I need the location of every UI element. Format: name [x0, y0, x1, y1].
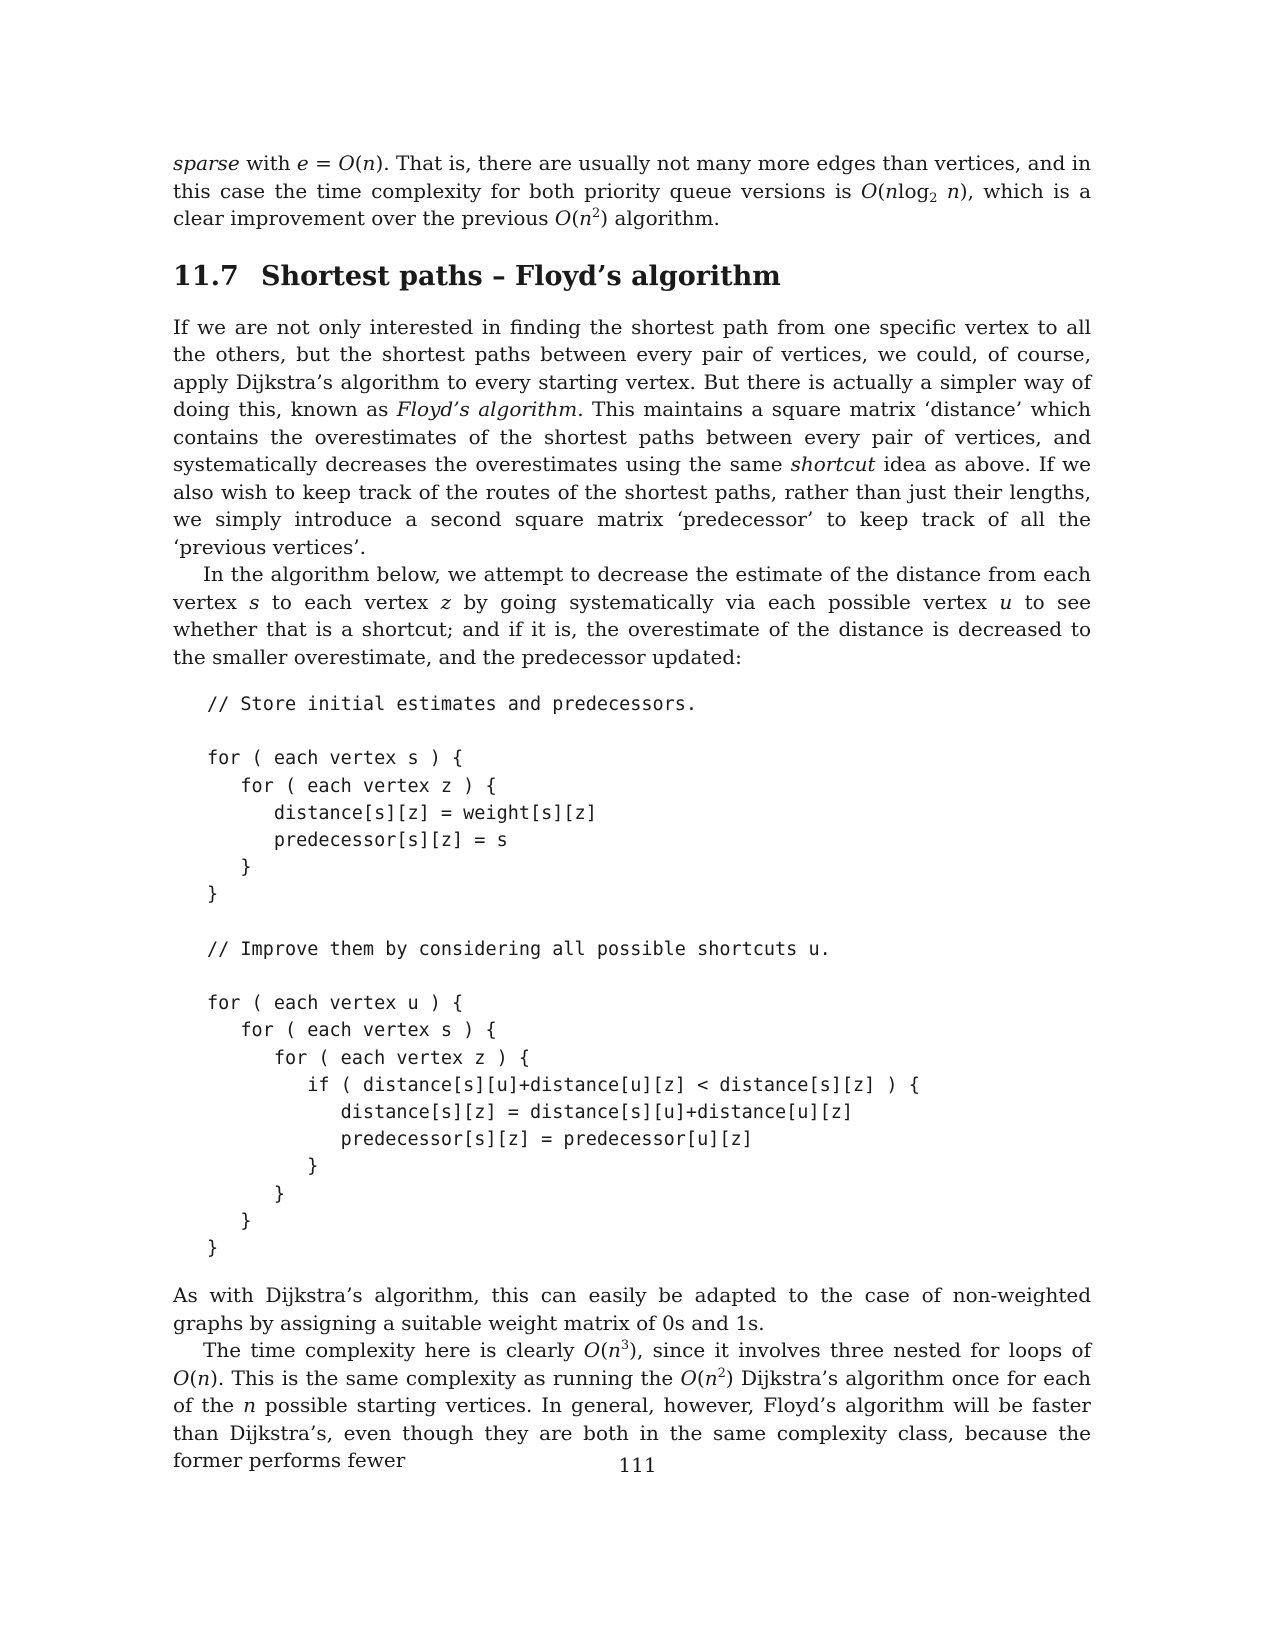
page-content — [173, 150, 1091, 1475]
math-var: u — [999, 589, 1013, 614]
math-var: O — [860, 178, 878, 203]
math-var: z — [440, 589, 452, 614]
text: ) Dijkstra’s algorithm once for each of the — [173, 1365, 1092, 1418]
code-block-floyd: // Store initial estimates and predecessors. for ( each vertex s ) { for ( each vertex z ) { distance[s][z] = weight[s][z] predecessor[s][z] = s } } // Improve them by considering all possible shortcuts u. for ( each vertex u ) { for ( each vertex s ) { for ( each vertex z ) { if ( distance[s][u]+distance[u][z] < distance[s][z] ) { distance[s][z] = distance[s][u]+distance[u][z] predecessor[s][z] = predecessor[u][z] } } } } — [207, 694, 920, 1260]
math-var: n — [608, 1338, 621, 1363]
math-var: O — [173, 1365, 190, 1390]
text: possible starting vertices. In general, however, Floyd’s algorithm will be faster than Dijkstra’s, even though they are both in the same complexity class, because the former performs fewer — [173, 1393, 1091, 1473]
section-number: 11.7 — [173, 260, 239, 292]
math-var: n — [946, 178, 960, 203]
superscript: 3 — [620, 1338, 630, 1354]
paragraph-intro — [173, 150, 1091, 233]
paragraph-non-weighted — [173, 1282, 1091, 1337]
math-var: s — [249, 589, 260, 614]
text: to each vertex — [259, 589, 441, 614]
math-var: e — [296, 151, 309, 175]
superscript: 2 — [592, 206, 601, 221]
text: ( — [571, 206, 580, 230]
text: The time complexity here is clearly — [203, 1338, 584, 1363]
emph-sparse: sparse — [173, 151, 240, 175]
text: ). That is, there are usually not many more edges than vertices, and in this case the time complexity for both priority queue versions is — [173, 151, 1091, 203]
math-var: O — [338, 151, 355, 175]
text — [938, 179, 947, 203]
text: ). This is the same complexity as running the — [210, 1365, 681, 1390]
emph-floyds-algorithm: Floyd’s algorithm — [396, 397, 578, 421]
subscript: 2 — [929, 190, 938, 206]
paragraph-floyd-detail — [173, 561, 1091, 671]
math-var: n — [579, 206, 593, 230]
page-number: 111 — [618, 1453, 657, 1477]
math-var: O — [680, 1365, 697, 1390]
text: log — [898, 178, 930, 203]
text: . This maintains a square matrix ‘distance’ which contains the overestimates of the shortest paths between every pair of vertices, and systematically decreases the overestimates using the same — [173, 397, 1091, 476]
text: ( — [696, 1365, 705, 1390]
text: ( — [600, 1338, 608, 1363]
text: ( — [189, 1365, 198, 1390]
section-title: Shortest paths – Floyd’s algorithm — [261, 260, 781, 292]
math-var: n — [704, 1365, 718, 1390]
section-heading — [173, 260, 1091, 294]
text: ) algorithm. — [600, 206, 720, 230]
text: ), which is a clear improvement over the previous — [173, 178, 1091, 230]
text: to see whether that is a shortcut; and if it is, the overestimate of the distance is decreased to the smaller overestimate, and the predecessor updated: — [173, 589, 1091, 669]
math-var: O — [554, 206, 572, 230]
math-var: O — [583, 1338, 601, 1363]
math-var: n — [197, 1365, 211, 1390]
text: with — [239, 151, 297, 175]
text: ( — [877, 178, 886, 203]
text: As with Dijkstra’s algorithm, this can easily be adapted to the case of non-weighted graphs by assigning a suitable weight matrix of 0s and 1s. — [173, 1283, 1091, 1335]
emph-shortcut: shortcut — [790, 452, 876, 476]
text: = — [308, 151, 339, 175]
text: by going systematically via each possible vertex — [451, 589, 1000, 614]
text: If we are not only interested in finding the shortest path from one specific vertex to all the others, but the shortest paths between every pair of vertices, we could, of course, apply Dijkstra’s algorithm to every starting vertex. But there is actually a simpler way of doing this, known as — [173, 314, 1091, 421]
math-var: n — [885, 178, 899, 203]
text: ), since it involves three nested for loops of — [629, 1338, 1092, 1363]
text: ( — [354, 151, 363, 175]
text: idea as above. If we also wish to keep track of the routes of the shortest paths, rather than just their lengths, we simply introduce a second square matrix ‘predecessor’ to keep track of all the ‘previous vertices’. — [173, 452, 1092, 559]
superscript: 2 — [717, 1365, 726, 1381]
paragraph-floyd-intro — [173, 314, 1091, 562]
math-var: n — [362, 151, 376, 175]
math-var: n — [243, 1393, 256, 1418]
text: In the algorithm below, we attempt to decrease the estimate of the distance from each vertex — [173, 562, 1091, 614]
